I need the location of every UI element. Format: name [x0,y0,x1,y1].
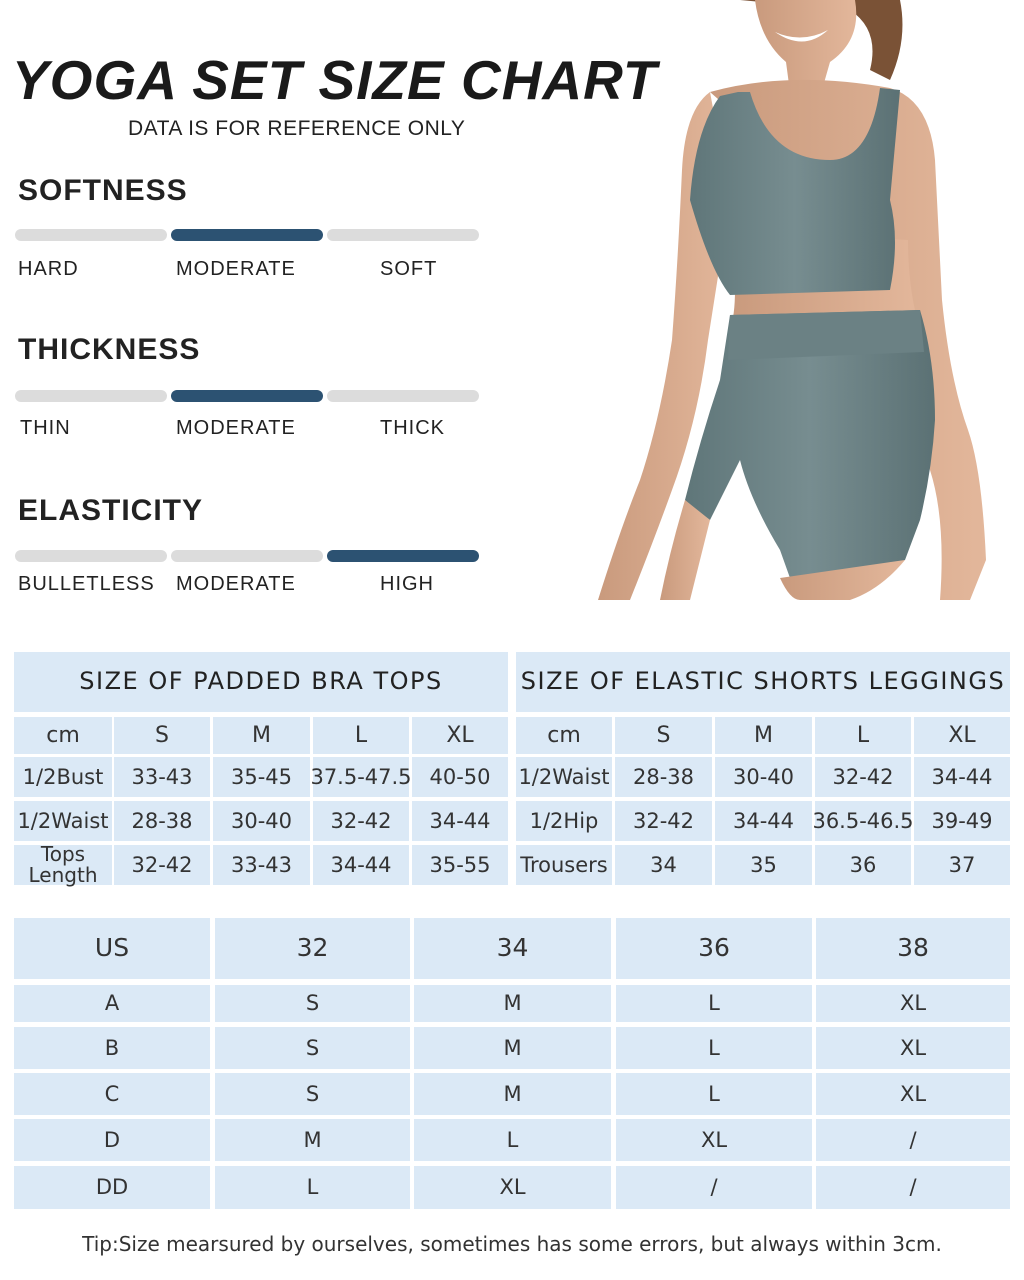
us-cell: / [616,1166,812,1209]
shorts-col-l: L [815,717,911,754]
elasticity-title: ELASTICITY [18,494,204,527]
shorts-col-m: M [715,717,812,754]
thickness-label-thin: THIN [20,417,71,439]
us-cell: L [616,1027,812,1069]
bra-cell: 32-42 [114,845,210,885]
shorts-cell: 37 [914,845,1010,885]
softness-bar-moderate [171,229,323,241]
us-col-us: US [14,918,210,979]
thickness-label-moderate: MODERATE [176,417,296,439]
bra-col-m: M [213,717,310,754]
bra-cell: 33-43 [213,845,310,885]
softness-label-soft: SOFT [380,258,438,280]
tip-text: Tip:Size mearsured by ourselves, sometimes has some errors, but always within 3cm. [82,1232,942,1256]
shorts-cell: 35 [715,845,812,885]
us-cell: S [215,1073,410,1115]
us-cell: XL [816,1027,1010,1069]
us-cell: L [616,1073,812,1115]
shorts-cell: 39-49 [914,801,1010,841]
thickness-bar-thin [15,390,167,402]
us-cell: XL [816,985,1010,1022]
shorts-col-cm: cm [516,717,612,754]
bra-col-s: S [114,717,210,754]
elasticity-bar-bulletless [15,550,167,562]
elasticity-label-moderate: MODERATE [176,573,296,595]
shorts-row-label: 1/2Waist [516,757,612,797]
softness-bar-soft [327,229,479,241]
bra-row-label: 1/2Waist [14,801,112,841]
bra-cell: 32-42 [313,801,409,841]
us-cell: M [414,1027,611,1069]
us-cell: XL [816,1073,1010,1115]
page-title: YOGA SET SIZE CHART [12,49,658,111]
us-cell: S [215,985,410,1022]
us-row-label: B [14,1027,210,1069]
us-row-label: A [14,985,210,1022]
elasticity-label-high: HIGH [380,573,434,595]
softness-label-moderate: MODERATE [176,258,296,280]
bra-table-title: SIZE OF PADDED BRA TOPS [14,652,508,712]
us-cell: M [215,1119,410,1161]
bra-cell: 34-44 [412,801,508,841]
shorts-cell: 34-44 [715,801,812,841]
softness-label-hard: HARD [18,258,79,280]
us-cell: M [414,985,611,1022]
bra-cell: 40-50 [412,757,508,797]
shorts-cell: 30-40 [715,757,812,797]
elasticity-bar-high [327,550,479,562]
bra-cell: 35-55 [412,845,508,885]
shorts-cell: 36 [815,845,911,885]
bra-cell: 34-44 [313,845,409,885]
us-col-32: 32 [215,918,410,979]
bra-col-xl: XL [412,717,508,754]
us-cell: L [616,985,812,1022]
us-cell: / [816,1119,1010,1161]
shorts-col-s: S [615,717,712,754]
shorts-cell: 32-42 [815,757,911,797]
us-cell: M [414,1073,611,1115]
shorts-cell: 34-44 [914,757,1010,797]
shorts-cell: 34 [615,845,712,885]
us-cell: L [215,1166,410,1209]
shorts-row-label: 1/2Hip [516,801,612,841]
bra-cell: 35-45 [213,757,310,797]
bra-col-l: L [313,717,409,754]
shorts-col-xl: XL [914,717,1010,754]
bra-col-cm: cm [14,717,112,754]
us-col-36: 36 [616,918,812,979]
thickness-label-thick: THICK [380,417,445,439]
bra-cell: 30-40 [213,801,310,841]
elasticity-label-bulletless: BULLETLESS [18,573,155,595]
shorts-row-label: Trousers [516,845,612,885]
us-row-label: D [14,1119,210,1161]
model-photo [590,0,1024,600]
us-row-label: DD [14,1166,210,1209]
us-col-38: 38 [816,918,1010,979]
bra-row-label: Tops Length [14,845,112,885]
elasticity-bar-moderate [171,550,323,562]
thickness-bar-thick [327,390,479,402]
bra-row-label: 1/2Bust [14,757,112,797]
softness-title: SOFTNESS [18,174,188,207]
bra-cell: 33-43 [114,757,210,797]
page-subtitle: DATA IS FOR REFERENCE ONLY [128,117,466,140]
us-cell: L [414,1119,611,1161]
thickness-bar-moderate [171,390,323,402]
us-row-label: C [14,1073,210,1115]
thickness-title: THICKNESS [18,333,201,366]
us-cell: XL [414,1166,611,1209]
shorts-cell: 32-42 [615,801,712,841]
us-col-34: 34 [414,918,611,979]
bra-cell: 28-38 [114,801,210,841]
us-cell: S [215,1027,410,1069]
shorts-cell: 36.5-46.5 [815,801,911,841]
shorts-cell: 28-38 [615,757,712,797]
shorts-table-title: SIZE OF ELASTIC SHORTS LEGGINGS [516,652,1010,712]
us-cell: XL [616,1119,812,1161]
us-cell: / [816,1166,1010,1209]
softness-bar-hard [15,229,167,241]
bra-cell: 37.5-47.5 [313,757,409,797]
